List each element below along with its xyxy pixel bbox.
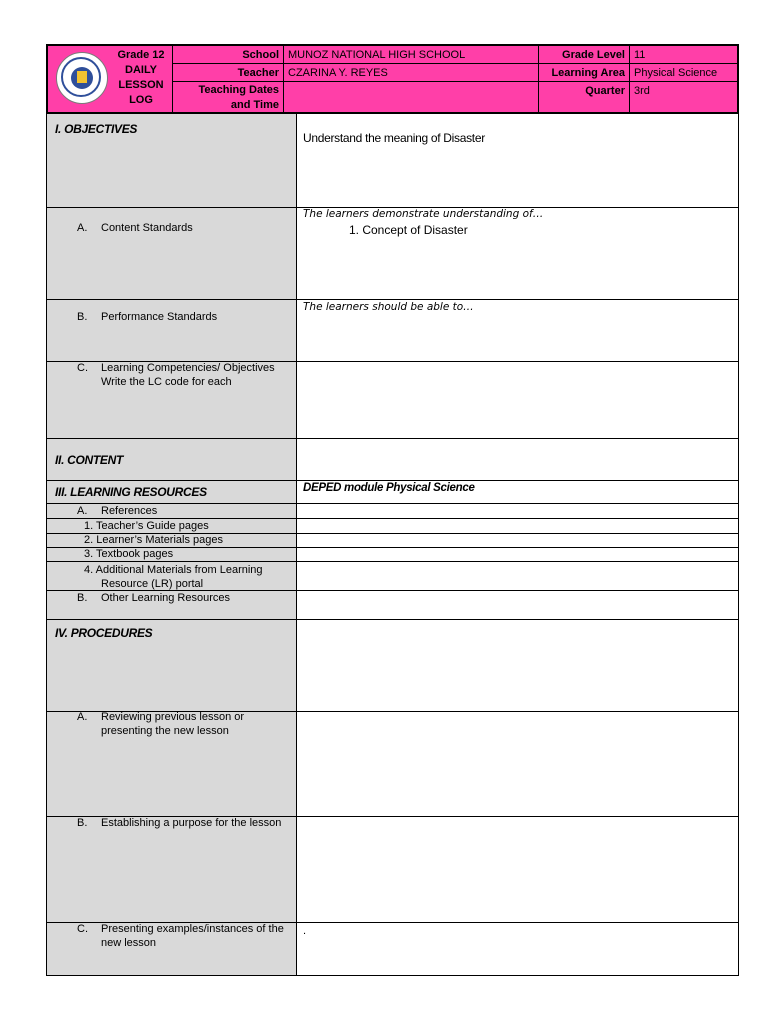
references-label: References [101,505,158,517]
performance-label: Performance Standards [101,311,218,323]
dll-table [46,114,739,976]
procedures-title: IV. PROCEDURES [55,626,153,640]
content-title: II. CONTENT [55,453,124,467]
quarter-value: 3rd [634,85,650,97]
learning-area-value: Physical Science [634,67,718,79]
content-standards-intro: The learners demonstrate understanding of… [303,208,544,220]
reviewing-label: Reviewing previous lesson or presenting the new lesson [101,711,245,737]
grade-level-label: Grade Level [562,49,625,61]
competencies-label: Learning Competencies/ Objectives Write the LC code for each [101,362,275,388]
resources-title: III. LEARNING RESOURCES [55,485,207,499]
content-standards-label: Content Standards [101,222,193,234]
other-resources-label: Other Learning Resources [101,592,231,604]
learners-materials-pages: 2. Learner’s Materials pages [84,534,224,546]
grade-level-value: 11 [634,49,646,61]
quarter-label: Quarter [585,85,625,97]
purpose-label: Establishing a purpose for the lesson [101,817,282,829]
teacher-label: Teacher [237,67,279,79]
school-label: School [242,49,279,61]
objectives-title: I. OBJECTIVES [55,122,138,136]
teachers-guide-pages: 1. Teacher’s Guide pages [84,520,209,532]
reviewing-letter: A. [77,711,88,723]
examples-letter: C. [77,923,88,935]
additional-materials: 4. Additional Materials from Learning Resource (LR) portal [84,564,263,590]
purpose-letter: B. [77,817,88,829]
learning-area-label: Learning Area [551,67,625,79]
header-block [46,44,739,114]
resources-value: DEPED module Physical Science [303,482,475,494]
content-standards-item: 1. Concept of Disaster [349,223,468,237]
dll-title: Grade 12 DAILY LESSON LOG [117,49,165,106]
textbook-pages: 3. Textbook pages [84,548,174,560]
deped-seal-icon [56,52,108,104]
examples-label: Presenting examples/instances of the new lesson [101,923,284,949]
teacher-value: CZARINA Y. REYES [288,67,388,79]
other-resources-letter: B. [77,592,88,604]
performance-letter: B. [77,311,88,323]
performance-intro: The learners should be able to… [303,301,474,313]
examples-value: . [303,925,307,937]
dates-label: Teaching Dates and Time [198,84,279,111]
school-value: MUNOZ NATIONAL HIGH SCHOOL [288,49,466,61]
objectives-value: Understand the meaning of Disaster [303,131,485,145]
competencies-letter: C. [77,362,88,374]
references-letter: A. [77,505,88,517]
content-standards-letter: A. [77,222,88,234]
